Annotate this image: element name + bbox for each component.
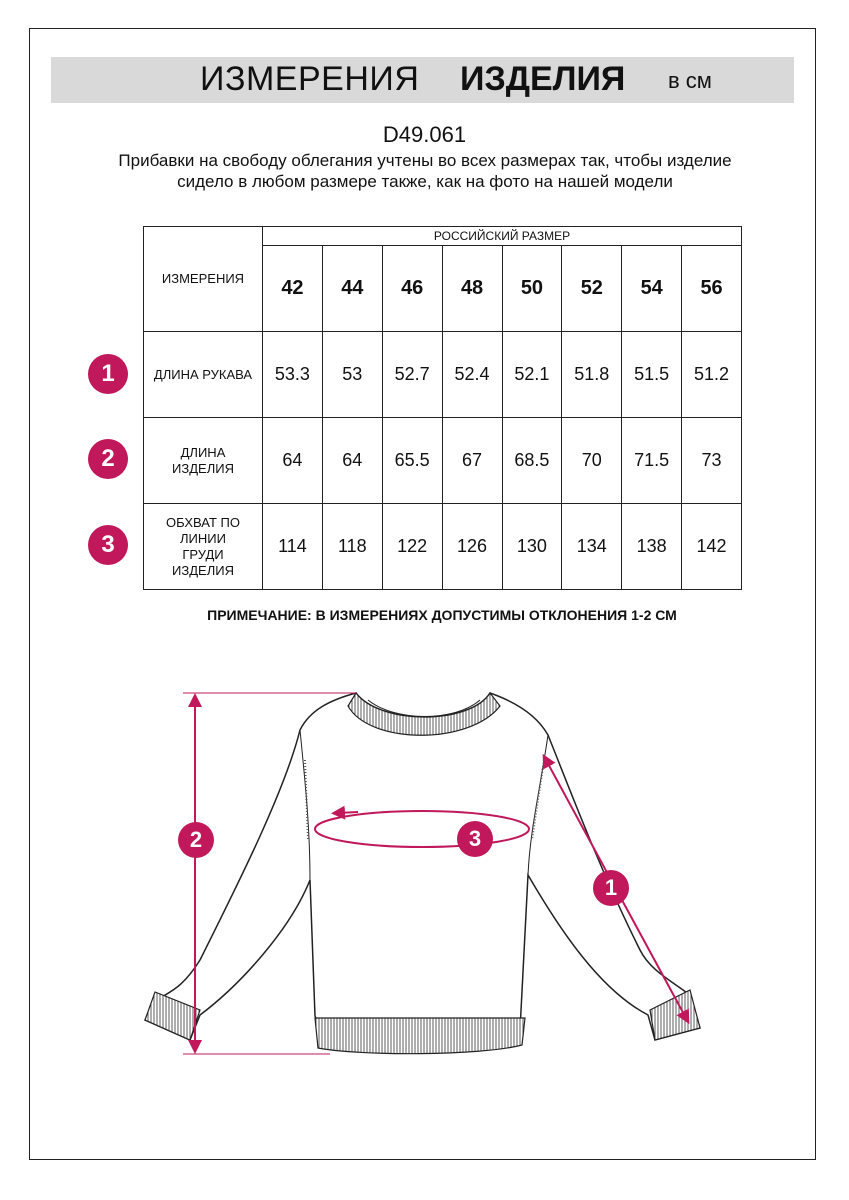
hem-rib — [315, 1018, 525, 1054]
title-garment: ИЗДЕЛИЯ — [460, 60, 626, 98]
table-cell: 51.2 — [682, 332, 742, 418]
product-code: D49.061 — [382, 122, 467, 147]
russian-size-header: РОССИЙСКИЙ РАЗМЕР — [263, 227, 742, 246]
row-marker-badge: 3 — [88, 525, 128, 565]
table-cell: 65.5 — [382, 418, 442, 504]
table-cell: 51.5 — [622, 332, 682, 418]
size-header: 54 — [622, 246, 682, 332]
table-cell: 52.7 — [382, 332, 442, 418]
table-cell: 71.5 — [622, 418, 682, 504]
measurements-header: ИЗМЕРЕНИЯ — [144, 227, 263, 332]
size-header: 52 — [562, 246, 622, 332]
size-header: 48 — [442, 246, 502, 332]
table-cell: 142 — [682, 504, 742, 590]
tolerance-note: ПРИМЕЧАНИЕ: В ИЗМЕРЕНИЯХ ДОПУСТИМЫ ОТКЛОНЕНИЯ 1-2 СМ — [207, 607, 677, 623]
table-cell: 73 — [682, 418, 742, 504]
length-marker-badge: 2 — [178, 822, 214, 858]
size-header: 46 — [382, 246, 442, 332]
table-cell: 53.3 — [263, 332, 323, 418]
table-cell: 64 — [263, 418, 323, 504]
table-cell: 134 — [562, 504, 622, 590]
table-cell: 122 — [382, 504, 442, 590]
table-cell: 130 — [502, 504, 562, 590]
size-header: 50 — [502, 246, 562, 332]
table-cell: 51.8 — [562, 332, 622, 418]
table-cell: 64 — [322, 418, 382, 504]
table-cell: 67 — [442, 418, 502, 504]
table-cell: 138 — [622, 504, 682, 590]
row-label-chest-girth: ОБХВАТ ПО ЛИНИИ ГРУДИ ИЗДЕЛИЯ — [144, 504, 263, 590]
row-marker-badge: 1 — [88, 354, 128, 394]
table-cell: 53 — [322, 332, 382, 418]
table-cell: 70 — [562, 418, 622, 504]
fit-description: Прибавки на свободу облегания учтены во всех размерах так, чтобы изделие сидело в любом размере также, как на фото на нашей модели — [118, 151, 732, 191]
table-cell: 114 — [263, 504, 323, 590]
table-cell: 52.4 — [442, 332, 502, 418]
table-cell: 68.5 — [502, 418, 562, 504]
row-marker-badge: 2 — [88, 439, 128, 479]
row-label-garment-length: ДЛИНА ИЗДЕЛИЯ — [144, 418, 263, 504]
row-label-sleeve-length: ДЛИНА РУКАВА — [144, 332, 263, 418]
chest-girth-arrow — [338, 812, 358, 813]
sleeve-marker-badge: 1 — [593, 870, 629, 906]
size-header: 56 — [682, 246, 742, 332]
size-header: 42 — [263, 246, 323, 332]
table-cell: 52.1 — [502, 332, 562, 418]
table-cell: 126 — [442, 504, 502, 590]
title-unit: в см — [668, 68, 712, 93]
chest-marker-badge: 3 — [457, 821, 493, 857]
title-measurements: ИЗМЕРЕНИЯ — [200, 60, 420, 98]
size-header: 44 — [322, 246, 382, 332]
table-cell: 118 — [322, 504, 382, 590]
